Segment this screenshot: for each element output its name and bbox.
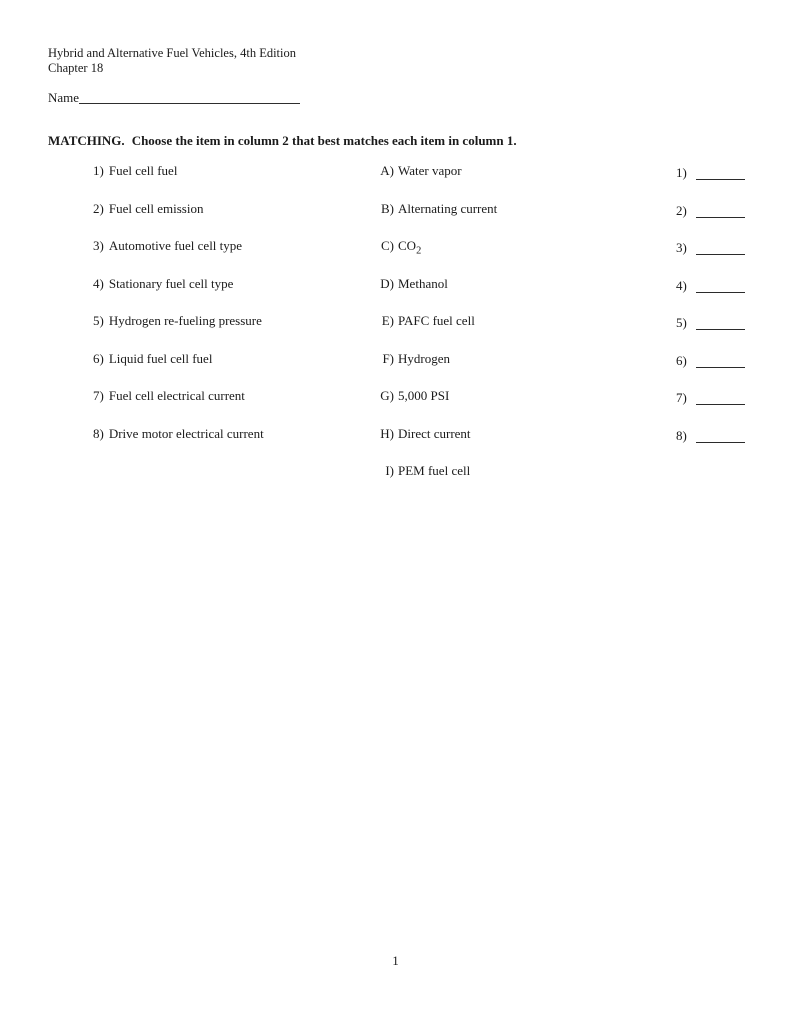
name-blank-line	[79, 90, 300, 104]
answer-blank-line	[696, 429, 745, 443]
answer-blank-line	[696, 391, 745, 405]
item-text: Liquid fuel cell fuel	[108, 350, 213, 366]
item-text: Hydrogen re-fueling pressure	[108, 313, 262, 328]
item-number: 8)	[93, 425, 104, 441]
book-title: Hybrid and Alternative Fuel Vehicles, 4th Edition	[48, 46, 296, 60]
matching-label: MATCHING.	[48, 133, 125, 148]
column2-item	[368, 313, 475, 328]
column1-item	[93, 163, 177, 178]
name-row	[48, 88, 300, 105]
matching-instructions: Choose the item in column 2 that best matches each item in column 1.	[131, 133, 517, 148]
matching-row	[0, 388, 791, 426]
option-letter: E)	[381, 313, 394, 328]
option-letter: I)	[385, 463, 394, 478]
co2-subscript: 2	[416, 245, 422, 257]
answer-number: 5)	[676, 315, 687, 330]
item-number: 2)	[93, 200, 104, 216]
name-label: Name	[48, 90, 80, 105]
option-text: Alternating current	[398, 200, 498, 216]
option-letter: H)	[380, 425, 394, 441]
column1-item	[93, 238, 242, 253]
page-number: 1	[392, 953, 399, 968]
matching-row	[0, 313, 791, 351]
option-letter: G)	[380, 388, 394, 403]
option-letter: A)	[380, 163, 394, 178]
item-text: Automotive fuel cell type	[108, 238, 243, 253]
answer-slot	[676, 201, 745, 218]
column2-item	[368, 426, 471, 441]
item-text: Fuel cell emission	[108, 200, 204, 216]
column1-item	[93, 351, 212, 366]
item-text: Fuel cell electrical current	[108, 388, 245, 403]
item-text: Drive motor electrical current	[108, 425, 264, 441]
chapter-label: Chapter 18	[48, 61, 104, 75]
option-text: PAFC fuel cell	[398, 313, 475, 328]
option-text: 5,000 PSI	[398, 388, 450, 403]
answer-number: 4)	[676, 277, 687, 293]
answer-slot	[676, 238, 745, 255]
option-text: Direct current	[398, 425, 471, 441]
answer-number: 8)	[676, 427, 687, 443]
answer-number: 6)	[676, 352, 687, 368]
answer-number: 7)	[676, 390, 687, 405]
answer-blank-line	[696, 316, 745, 330]
matching-row	[0, 463, 791, 483]
column2-item	[368, 463, 470, 478]
item-number: 3)	[93, 238, 104, 253]
matching-table	[0, 163, 791, 483]
option-letter: B)	[381, 200, 394, 216]
answer-blank-line	[696, 166, 745, 180]
option-text-base: CO	[398, 238, 417, 253]
item-number: 5)	[93, 313, 104, 328]
option-letter: F)	[382, 350, 394, 366]
column2-item	[368, 201, 497, 216]
option-text: Hydrogen	[398, 350, 450, 366]
answer-number: 2)	[676, 202, 687, 218]
column1-item	[93, 388, 245, 403]
item-number: 4)	[93, 275, 104, 291]
answer-number: 1)	[676, 165, 687, 180]
matching-row	[0, 201, 791, 239]
column1-item	[93, 201, 203, 216]
answer-slot	[676, 426, 745, 443]
option-text	[398, 238, 422, 257]
column2-item	[368, 351, 450, 366]
column2-item	[368, 163, 462, 178]
answer-slot	[676, 351, 745, 368]
option-letter: D)	[380, 275, 394, 291]
column1-item	[93, 276, 233, 291]
answer-blank-line	[696, 279, 745, 293]
column1-item	[93, 426, 264, 441]
matching-row	[0, 238, 791, 276]
answer-blank-line	[696, 354, 745, 368]
answer-slot	[676, 388, 745, 405]
answer-blank-line	[696, 204, 745, 218]
section-heading	[48, 133, 517, 148]
matching-row	[0, 426, 791, 464]
answer-slot	[676, 276, 745, 293]
column2-item	[368, 388, 449, 403]
matching-row	[0, 351, 791, 389]
matching-row	[0, 276, 791, 314]
item-text: Stationary fuel cell type	[108, 275, 234, 291]
item-number: 1)	[93, 163, 104, 178]
option-letter: C)	[381, 238, 394, 253]
item-text: Fuel cell fuel	[108, 163, 178, 178]
column2-item	[368, 276, 448, 291]
column1-item	[93, 313, 262, 328]
option-text: Water vapor	[398, 163, 462, 178]
document-header	[48, 46, 296, 76]
answer-slot	[676, 313, 745, 330]
matching-row	[0, 163, 791, 201]
item-number: 6)	[93, 350, 104, 366]
item-number: 7)	[93, 388, 104, 403]
option-text: PEM fuel cell	[398, 463, 471, 478]
answer-blank-line	[696, 241, 745, 255]
column2-item	[368, 238, 422, 257]
answer-slot	[676, 163, 745, 180]
option-text: Methanol	[398, 275, 448, 291]
answer-number: 3)	[676, 240, 687, 255]
